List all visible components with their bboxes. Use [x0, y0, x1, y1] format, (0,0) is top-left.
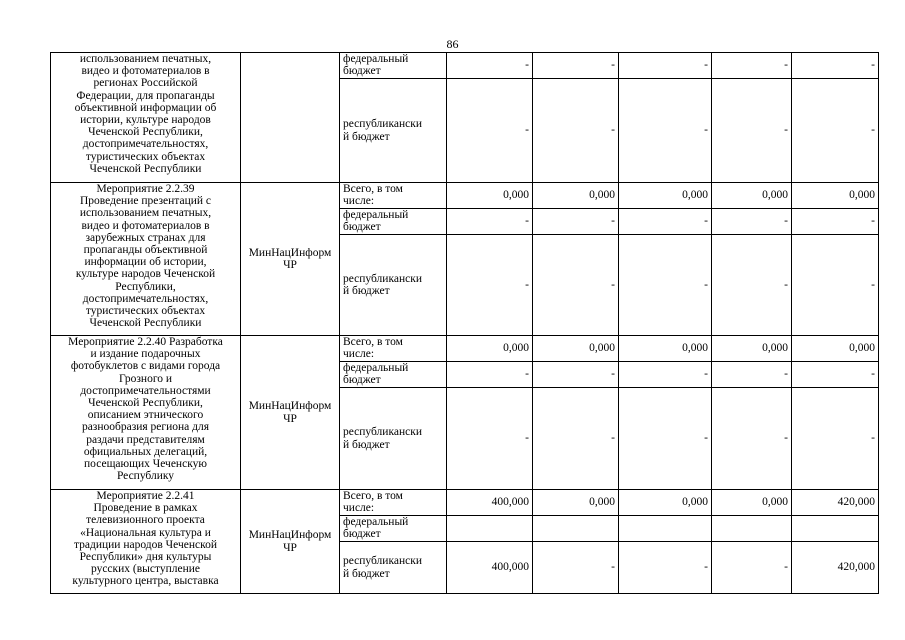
funding-source: республикански й бюджет	[340, 542, 447, 594]
value-cell: -	[533, 235, 619, 336]
value-cell: 0,000	[447, 183, 533, 209]
value-cell: 0,000	[712, 490, 792, 516]
value-cell: -	[533, 362, 619, 388]
value-cell: 420,000	[792, 490, 879, 516]
value-cell: -	[447, 53, 533, 79]
executor-cell: МинНацИнформ ЧР	[241, 336, 340, 490]
value-cell: -	[792, 362, 879, 388]
value-cell: -	[447, 388, 533, 490]
funding-source: федеральный бюджет	[340, 209, 447, 235]
funding-source: федеральный бюджет	[340, 53, 447, 79]
funding-source: республикански й бюджет	[340, 235, 447, 336]
activity-description: Мероприятие 2.2.41 Проведение в рамках телевизионного проекта «Национальная культура и традиции народов Чеченской Республики» дня культуры русских (выступление культурного центра, выставка	[51, 490, 241, 594]
activity-description: Мероприятие 2.2.40 Разработка и издание подарочных фотобуклетов с видами города Грозного и достопримечательностями Чеченской Республики, описанием этнического разнообразия региона для раздачи представителям официальных делегаций, посещающих Чеченскую Республику	[51, 336, 241, 490]
value-cell: 0,000	[533, 183, 619, 209]
value-cell	[792, 516, 879, 542]
value-cell: -	[792, 209, 879, 235]
funding-source: федеральный бюджет	[340, 362, 447, 388]
value-cell: -	[533, 209, 619, 235]
value-cell: -	[792, 388, 879, 490]
value-cell: -	[712, 79, 792, 183]
value-cell: -	[712, 53, 792, 79]
value-cell	[533, 516, 619, 542]
value-cell: -	[619, 388, 712, 490]
funding-source: Всего, в том числе:	[340, 183, 447, 209]
value-cell: -	[712, 388, 792, 490]
value-cell: -	[447, 79, 533, 183]
table-row	[51, 183, 879, 209]
executor-cell: МинНацИнформ ЧР	[241, 490, 340, 594]
value-cell: 0,000	[792, 336, 879, 362]
value-cell: 0,000	[712, 336, 792, 362]
value-cell: 0,000	[447, 336, 533, 362]
value-cell: 0,000	[712, 183, 792, 209]
value-cell: -	[619, 79, 712, 183]
value-cell: -	[619, 542, 712, 594]
value-cell	[619, 516, 712, 542]
value-cell: 400,000	[447, 542, 533, 594]
value-cell: 400,000	[447, 490, 533, 516]
table-row	[51, 490, 879, 516]
value-cell: -	[447, 235, 533, 336]
value-cell: 0,000	[533, 490, 619, 516]
value-cell: -	[619, 362, 712, 388]
value-cell: 0,000	[619, 336, 712, 362]
value-cell: -	[712, 235, 792, 336]
value-cell: 420,000	[792, 542, 879, 594]
value-cell: -	[533, 542, 619, 594]
value-cell: -	[712, 542, 792, 594]
funding-source: Всего, в том числе:	[340, 336, 447, 362]
value-cell: -	[447, 209, 533, 235]
value-cell: -	[792, 235, 879, 336]
value-cell: -	[533, 53, 619, 79]
funding-source: республикански й бюджет	[340, 388, 447, 490]
budget-table	[50, 52, 879, 594]
value-cell: -	[533, 79, 619, 183]
funding-source: Всего, в том числе:	[340, 490, 447, 516]
activity-description: Мероприятие 2.2.39 Проведение презентаций с использованием печатных, видео и фотоматериалов в зарубежных странах для пропаганды объективной информации об истории, культуре народов Чеченской Республики, достопримечательностях, туристических объектах Чеченской Республики	[51, 183, 241, 336]
value-cell: -	[533, 388, 619, 490]
value-cell	[447, 516, 533, 542]
value-cell: -	[792, 53, 879, 79]
page-number: 86	[446, 37, 459, 51]
value-cell: -	[447, 362, 533, 388]
value-cell: -	[712, 362, 792, 388]
value-cell: 0,000	[792, 183, 879, 209]
value-cell	[712, 516, 792, 542]
activity-description: использованием печатных, видео и фотоматериалов в регионах Российской Федерации, для пропаганды объективной информации об истории, культуре народов Чеченской Республики, достопримечательностях, туристических объектах Чеченской Республики	[51, 53, 241, 183]
value-cell: 0,000	[619, 183, 712, 209]
funding-source: республикански й бюджет	[340, 79, 447, 183]
value-cell: 0,000	[533, 336, 619, 362]
value-cell: -	[619, 209, 712, 235]
funding-source: федеральный бюджет	[340, 516, 447, 542]
value-cell: -	[792, 79, 879, 183]
table-row	[51, 336, 879, 362]
table-row	[51, 53, 879, 79]
value-cell: -	[619, 235, 712, 336]
executor-cell: МинНацИнформ ЧР	[241, 183, 340, 336]
value-cell: -	[619, 53, 712, 79]
executor-cell	[241, 53, 340, 183]
value-cell: 0,000	[619, 490, 712, 516]
value-cell: -	[712, 209, 792, 235]
